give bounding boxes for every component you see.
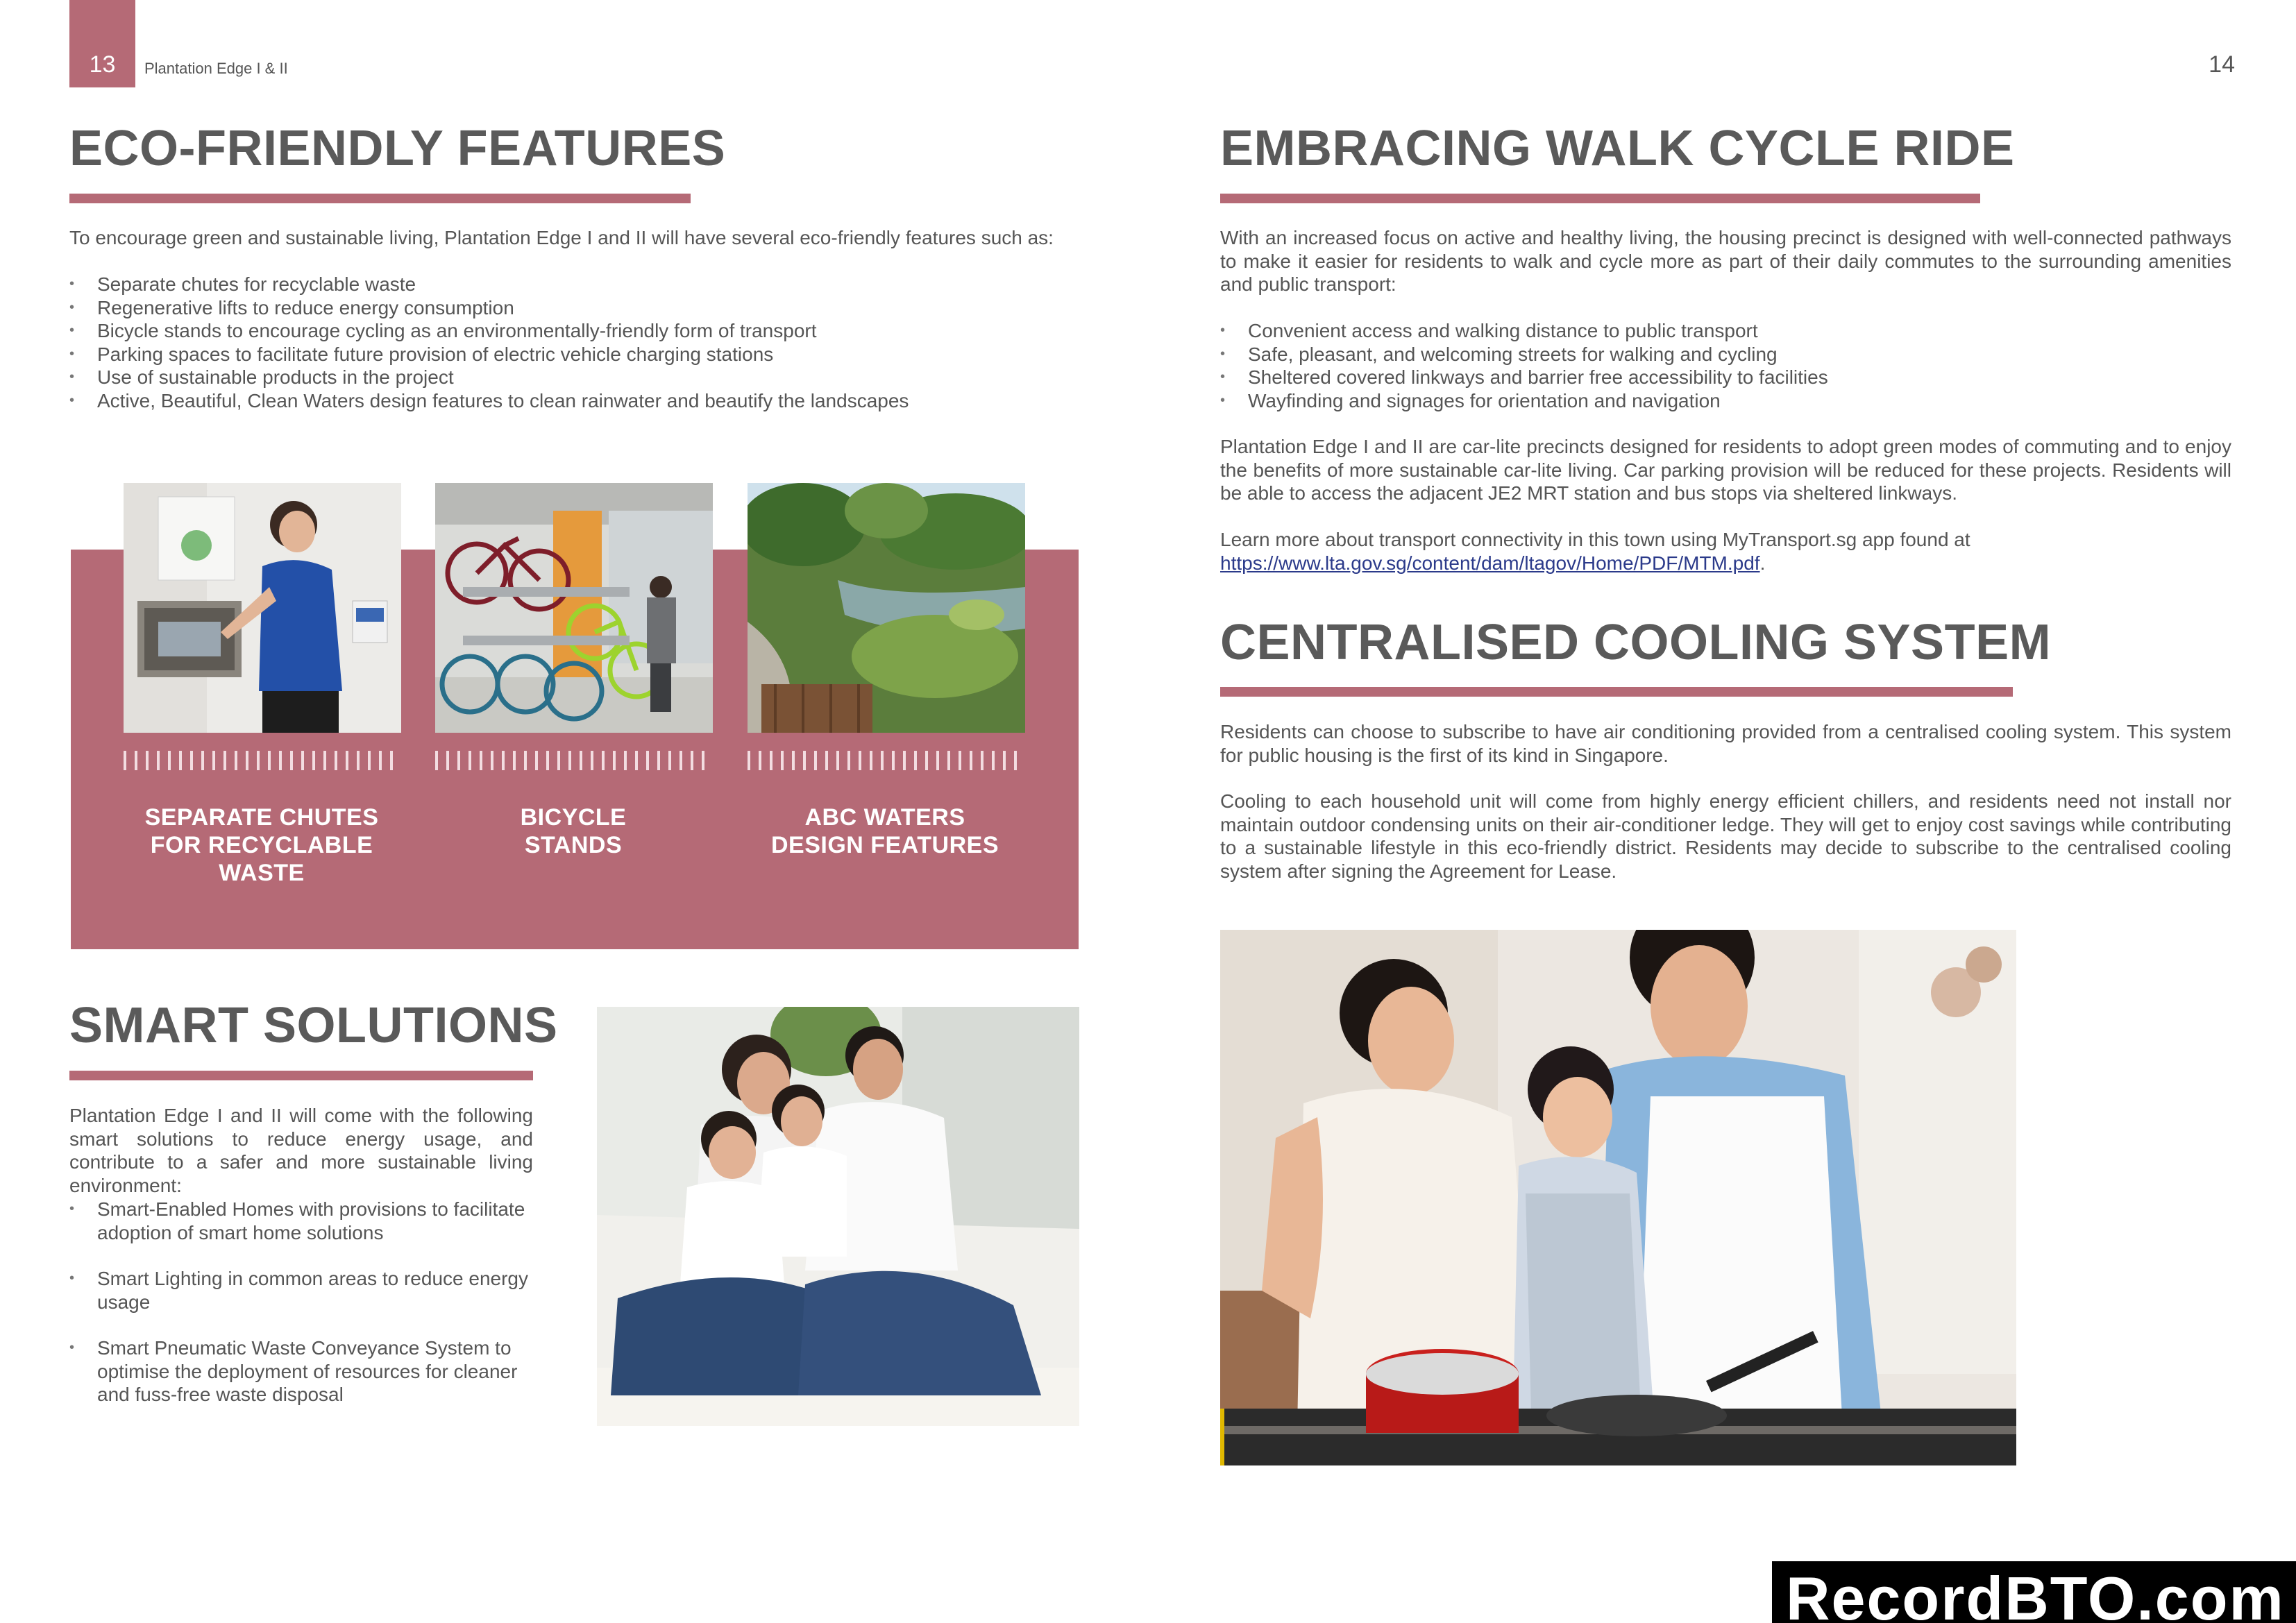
eco-intro: To encourage green and sustainable living, Plantation Edge I and II will have several eco-friendly features such as:: [69, 227, 1054, 248]
cooling-paragraph-1: Residents can choose to subscribe to have air conditioning provided from a centralised cooling system. This system for public housing is the first of its kind in Singapore.: [1220, 721, 2231, 766]
list-item: • Smart Pneumatic Waste Conveyance System to optimise the deployment of resources for cleaner and fuss-free waste disposal: [69, 1336, 533, 1407]
right-page-number: 14: [2209, 51, 2235, 78]
list-item: • Safe, pleasant, and welcoming streets for walking and cycling: [1220, 343, 2231, 366]
list-item: • Separate chutes for recyclable waste: [69, 273, 1083, 296]
recycling-chute-photo: [124, 483, 401, 733]
left-page-number: 13: [89, 51, 116, 78]
car-lite-paragraph: Plantation Edge I and II are car-lite precincts designed for residents to adopt green modes of commuting and to enjoy the benefits of more sustainable car-lite living. Car parking provision will be reduced for these projects. Residents will be able to access the adjacent JE2 MRT station and bus stops via sheltered linkways.: [1220, 436, 2231, 504]
list-item: • Use of sustainable products in the project: [69, 366, 1083, 389]
link-suffix: .: [1759, 552, 1766, 574]
walk-cycle-ride-heading: EMBRACING WALK CYCLE RIDE: [1220, 121, 2015, 176]
decorative-tick-bar: [748, 751, 1025, 770]
walk-heading-rule: [1220, 194, 1980, 203]
feature-label-abc-waters: ABC WATERS DESIGN FEATURES: [770, 804, 999, 858]
centralised-cooling-heading: CENTRALISED COOLING SYSTEM: [1220, 615, 2052, 670]
smart-bullet-list: [69, 1198, 533, 1429]
smart-heading-rule: [69, 1071, 533, 1080]
running-title: Plantation Edge I & II: [144, 60, 288, 77]
list-item: • Smart Lighting in common areas to reduce energy usage: [69, 1267, 533, 1314]
mtm-pdf-link[interactable]: https://www.lta.gov.sg/content/dam/ltagov/Home/PDF/MTM.pdf: [1220, 552, 1760, 574]
list-item: • Sheltered covered linkways and barrier free accessibility to facilities: [1220, 366, 2231, 389]
eco-heading-rule: [69, 194, 691, 203]
eco-bullet-list: [69, 273, 1083, 412]
cooling-heading-rule: [1220, 687, 2013, 697]
list-item: • Convenient access and walking distance to public transport: [1220, 319, 2231, 343]
list-item: • Smart-Enabled Homes with provisions to facilitate adoption of smart home solutions: [69, 1198, 533, 1244]
walk-intro: With an increased focus on active and healthy living, the housing precinct is designed with well-connected pathways to make it easier for residents to walk and cycle more as part of their daily commutes to the surrounding amenities and public transport:: [1220, 227, 2231, 295]
list-item: • Parking spaces to facilitate future provision of electric vehicle charging stations: [69, 343, 1083, 366]
abc-waters-photo: [748, 483, 1025, 733]
family-photo: [597, 1007, 1079, 1426]
list-item: • Wayfinding and signages for orientation and navigation: [1220, 389, 2231, 413]
list-item: • Bicycle stands to encourage cycling as an environmentally-friendly form of transport: [69, 319, 1083, 343]
bicycle-stand-photo: [435, 483, 713, 733]
watermark-text: RecordBTO.com: [1786, 1564, 2285, 1623]
site-watermark: [1772, 1561, 2296, 1623]
learn-more-text: Learn more about transport connectivity in this town using MyTransport.sg app found at: [1220, 529, 1970, 550]
smart-intro: Plantation Edge I and II will come with the following smart solutions to reduce energy usage, and contribute to a safer and more sustainable living environment:: [69, 1105, 533, 1196]
feature-label-bicycle: BICYCLE STANDS: [520, 804, 627, 858]
list-item: • Active, Beautiful, Clean Waters design features to clean rainwater and beautify the landscapes: [69, 389, 1083, 413]
feature-label-chutes: SEPARATE CHUTES FOR RECYCLABLE WASTE: [144, 804, 379, 886]
cooling-paragraph-2: Cooling to each household unit will come from highly energy efficient chillers, and residents need not install nor maintain outdoor condensing units on their air-conditioner ledge. They will get to enjoy cost savings while contributing to a sustainable lifestyle in this eco-friendly district. Residents may decide to subscribe to the centralised cooling system after signing the Agreement for Lease.: [1220, 790, 2231, 882]
walk-bullet-list: [1220, 319, 2231, 412]
family-cooking-photo: [1220, 930, 2016, 1465]
smart-solutions-heading: SMART SOLUTIONS: [69, 998, 558, 1053]
learn-more-paragraph: [1220, 528, 2231, 575]
decorative-tick-bar: [124, 751, 401, 770]
eco-features-heading: ECO-FRIENDLY FEATURES: [69, 121, 726, 176]
list-item: • Regenerative lifts to reduce energy consumption: [69, 296, 1083, 320]
decorative-tick-bar: [435, 751, 713, 770]
